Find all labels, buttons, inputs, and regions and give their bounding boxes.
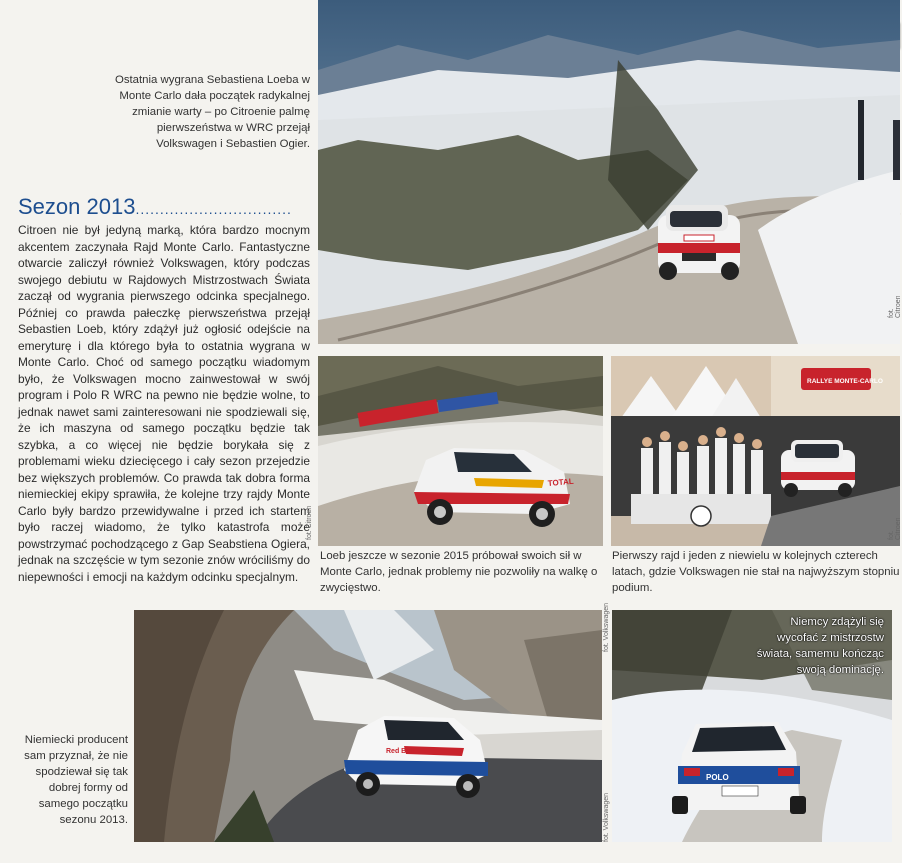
caption-first-rally: Pierwszy rajd i jeden z niewielu w kolejnych czterech latach, gdzie Volkswagen nie stał na najwyższym stopniu podium. [612, 550, 900, 594]
caption-loeb-2015: Loeb jeszcze w sezonie 2015 próbował swoich sił w Monte Carlo, jednak problemy nie pozwoliły na walkę o zwycięstwo. [320, 550, 598, 594]
photo3-credit: fot. Citroen [888, 517, 902, 540]
caption-loeb-last-win: Ostatnia wygrana Sebastiena Loeba w Monte Carlo dała początek radykalnej zmianie warty – po Citroenie palmę pierwszeństwa w WRC przejął Volkswagen i Sebastien Ogier. [114, 74, 310, 150]
vw-sponsor-text: Red Bull [386, 748, 415, 755]
photo1-credit: fot. Citroen [888, 295, 902, 318]
photo-vw-tunnel [134, 610, 602, 842]
article-body: Citroen nie był jedyną marką, która bardzo mocnym akcentem zaczynała Rajd Monte Carlo. Fantastyczne otwarcie zaliczył również Volkswagen, który podczas swojego debiutu w Rajdowych Mistrzostwach Świata zaczął od wygrania pierwszego odcinka specjalnego. Później co prawda pałeczkę pierwszeństwa przejął Sebastien Loeb, który zdążył już ogłosić odejście na emeryturę i dla którego była to ostatnia wygrana w Monte Carlo. Choć od samego początku wiadomym było, że Volkswagen mocno zainwestował w swój program i Polo R WRC na pewno nie będzie wolne, to jednak nawet sami zainteresowani nie spodziewali się, że ich maszyna od samego początku będzie tak szybka, a co więcej nie będzie borykała się z problemami wieku dziecięcego i cały sezon przejedzie bez większych problemów. Co prawda tak dobra forma niemieckiej ekipy sprawiła, że kolejne trzy rajdy Monte Carlo były bardzo przewidywalne i przed ich startem było raczej wiadomo, że tylko katastrofa może powstrzymać pochodzącego z Gap Seabstiena Ogiera, jednak na szczęście w tym sezonie znów wróciliśmy do niepewności i emocji na każdym odcinku specjalnym. [18, 223, 310, 584]
article-heading [18, 194, 308, 220]
photo4-credit: fot. Volkswagen [603, 602, 610, 652]
heading-dots: ................................ [135, 201, 292, 217]
photo2-credit: fot. Citroen [306, 505, 313, 540]
citroen-sponsor-text: TOTAL [547, 476, 574, 488]
photo-loeb-2015 [318, 356, 603, 546]
caption-vw-withdraw: Niemcy zdążyli się wycofać z mistrzostw świata, samemu kończąc swoją dominację. [756, 616, 884, 676]
caption-vw-surprise: Niemiecki producent sam przyznał, że nie spodziewał się tak dobrej formy od samego początku sezonu 2013. [24, 734, 128, 826]
photo-podium-2013 [611, 356, 900, 546]
photo-citroen-snow-road [318, 0, 900, 344]
podium-banner-text: RALLYE MONTE-CARLO [807, 378, 883, 385]
vw-model-text: POLO [706, 773, 729, 782]
heading-text: Sezon 2013 [18, 194, 136, 219]
photo5-credit: fot. Volkswagen [603, 792, 610, 842]
